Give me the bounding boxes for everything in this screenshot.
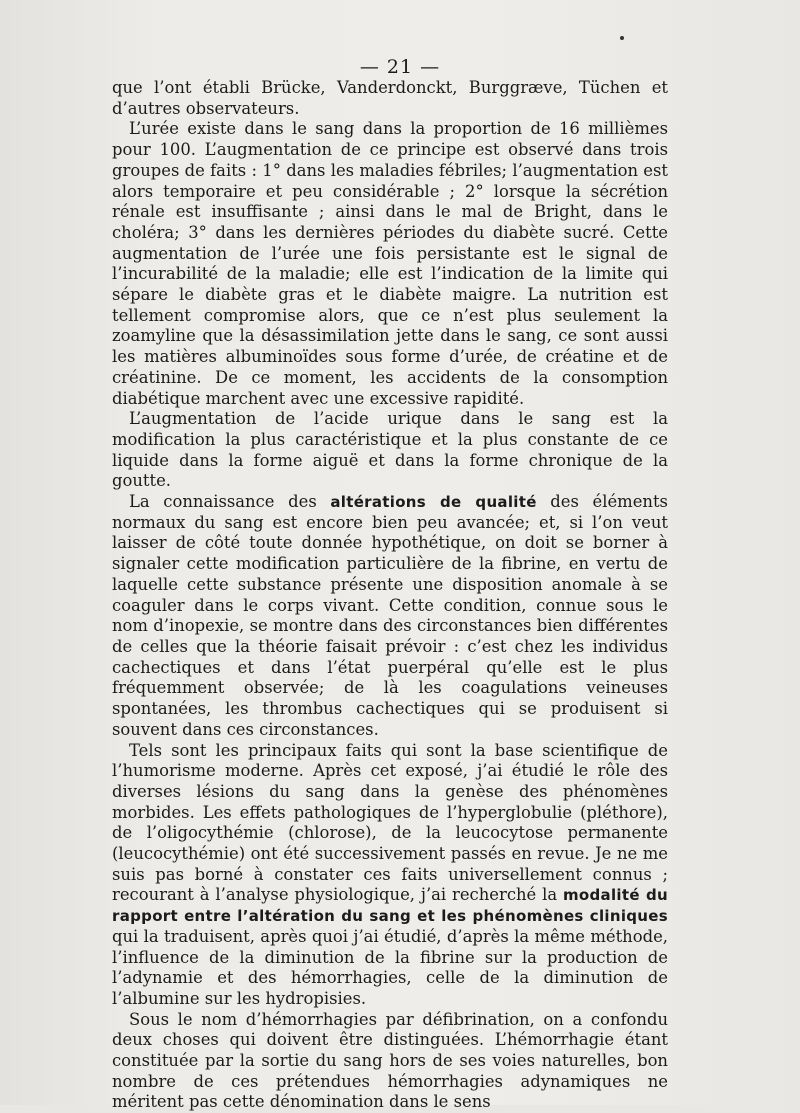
paragraph [112,1010,668,1113]
text-segment: Tels sont les principaux faits qui sont la base scientifique de l’humorisme moderne. Après cet exposé, j’ai étudié le rôle des diverses lésions du sang dans la genèse des phénomènes morbides. Les effets pathologiques de l’hyperglobulie (pléthore), de l’oligocythémie (chlorose), de la leucocytose permanente (leucocythémie) ont été successivement passés en revue. Je ne me suis pas borné à constater ces faits universellement connus ; recourant à l’analyse physiologique, j’ai recherché la [112,740,668,905]
paragraph [112,409,668,492]
text-segment: La connaissance des [129,492,331,512]
body-text [112,78,668,1113]
paragraph [112,119,668,409]
page-number: — 21 — [359,56,441,78]
text-segment: que l’ont établi Brücke, Vanderdonckt, Burggræve, Tüchen et d’autres observateurs. [112,78,668,118]
text-segment: des éléments normaux du sang est encore bien peu avancée; et, si l’on veut laisser de côté toute donnée hypothétique, on doit se borner à signaler cette modification particulière de la fibrine, en vertu de laquelle cette substance présente une disposition anomale à se coaguler dans le corps vivant. Cette condition, connue sous le nom d’inopexie, se montre dans des circonstances bien différentes de celles que la théorie faisait prévoir : c’est chez les individus cachectiques et dans l’état puerpéral qu’elle est le plus fréquemment observée; de là les coagulations veineuses spontanées, les thrombus cachectiques qui se produisent si souvent dans ces circonstances. [112,492,668,739]
text-segment: L’augmentation de l’acide urique dans le sang est la modification la plus caractéristique et la plus constante de ce liquide dans la forme aiguë et dans la forme chronique de la goutte. [112,409,668,491]
bold-emphasis: modalité du rapport entre l’altération du sang et les phénomènes cliniques [112,886,668,926]
bold-emphasis: altérations de qualité [330,493,537,512]
text-segment: qui la traduisent, après quoi j’ai étudié, d’après la même méthode, l’influence de la diminution de la fibrine sur la production de l’adynamie et des hémorrhagies, celle de la diminution de l’albumine sur les hydropisies. [112,926,668,1008]
text-segment: L’urée existe dans le sang dans la proportion de 16 millièmes pour 100. L’augmentation de ce principe est observé dans trois groupes de faits : 1° dans les maladies fébriles; l’augmentation est alors temporaire et peu considérable ; 2° lorsque la sécrétion rénale est insuffisante ; ainsi dans le mal de Bright, dans le choléra; 3° dans les dernières périodes du diabète sucré. Cette augmentation de l’urée une fois persistante est le signal de l’incurabilité de la maladie; elle est l’indication de la limite qui sépare le diabète gras et le diabète maigre. La nutrition est tellement compromise alors, que ce n’est plus seulement la zoamyline que la désassimilation jette dans le sang, ce sont aussi les matières albuminoïdes sous forme d’urée, de créatine et de créatinine. De ce moment, les accidents de la consomption diabétique marchent avec une excessive rapidité. [112,119,668,408]
paragraph [112,741,668,1010]
paragraph [112,78,668,119]
ink-speck [620,36,624,40]
text-segment: Sous le nom d’hémorrhagies par défibrination, on a confondu deux choses qui doivent être distinguées. L’hémorrhagie étant constituée par la sortie du sang hors de ses voies naturelles, bon nombre de ces prétendues hémorrhagies adynamiques ne méritent pas cette dénomination dans le sens [112,1009,668,1112]
paragraph [112,492,668,740]
